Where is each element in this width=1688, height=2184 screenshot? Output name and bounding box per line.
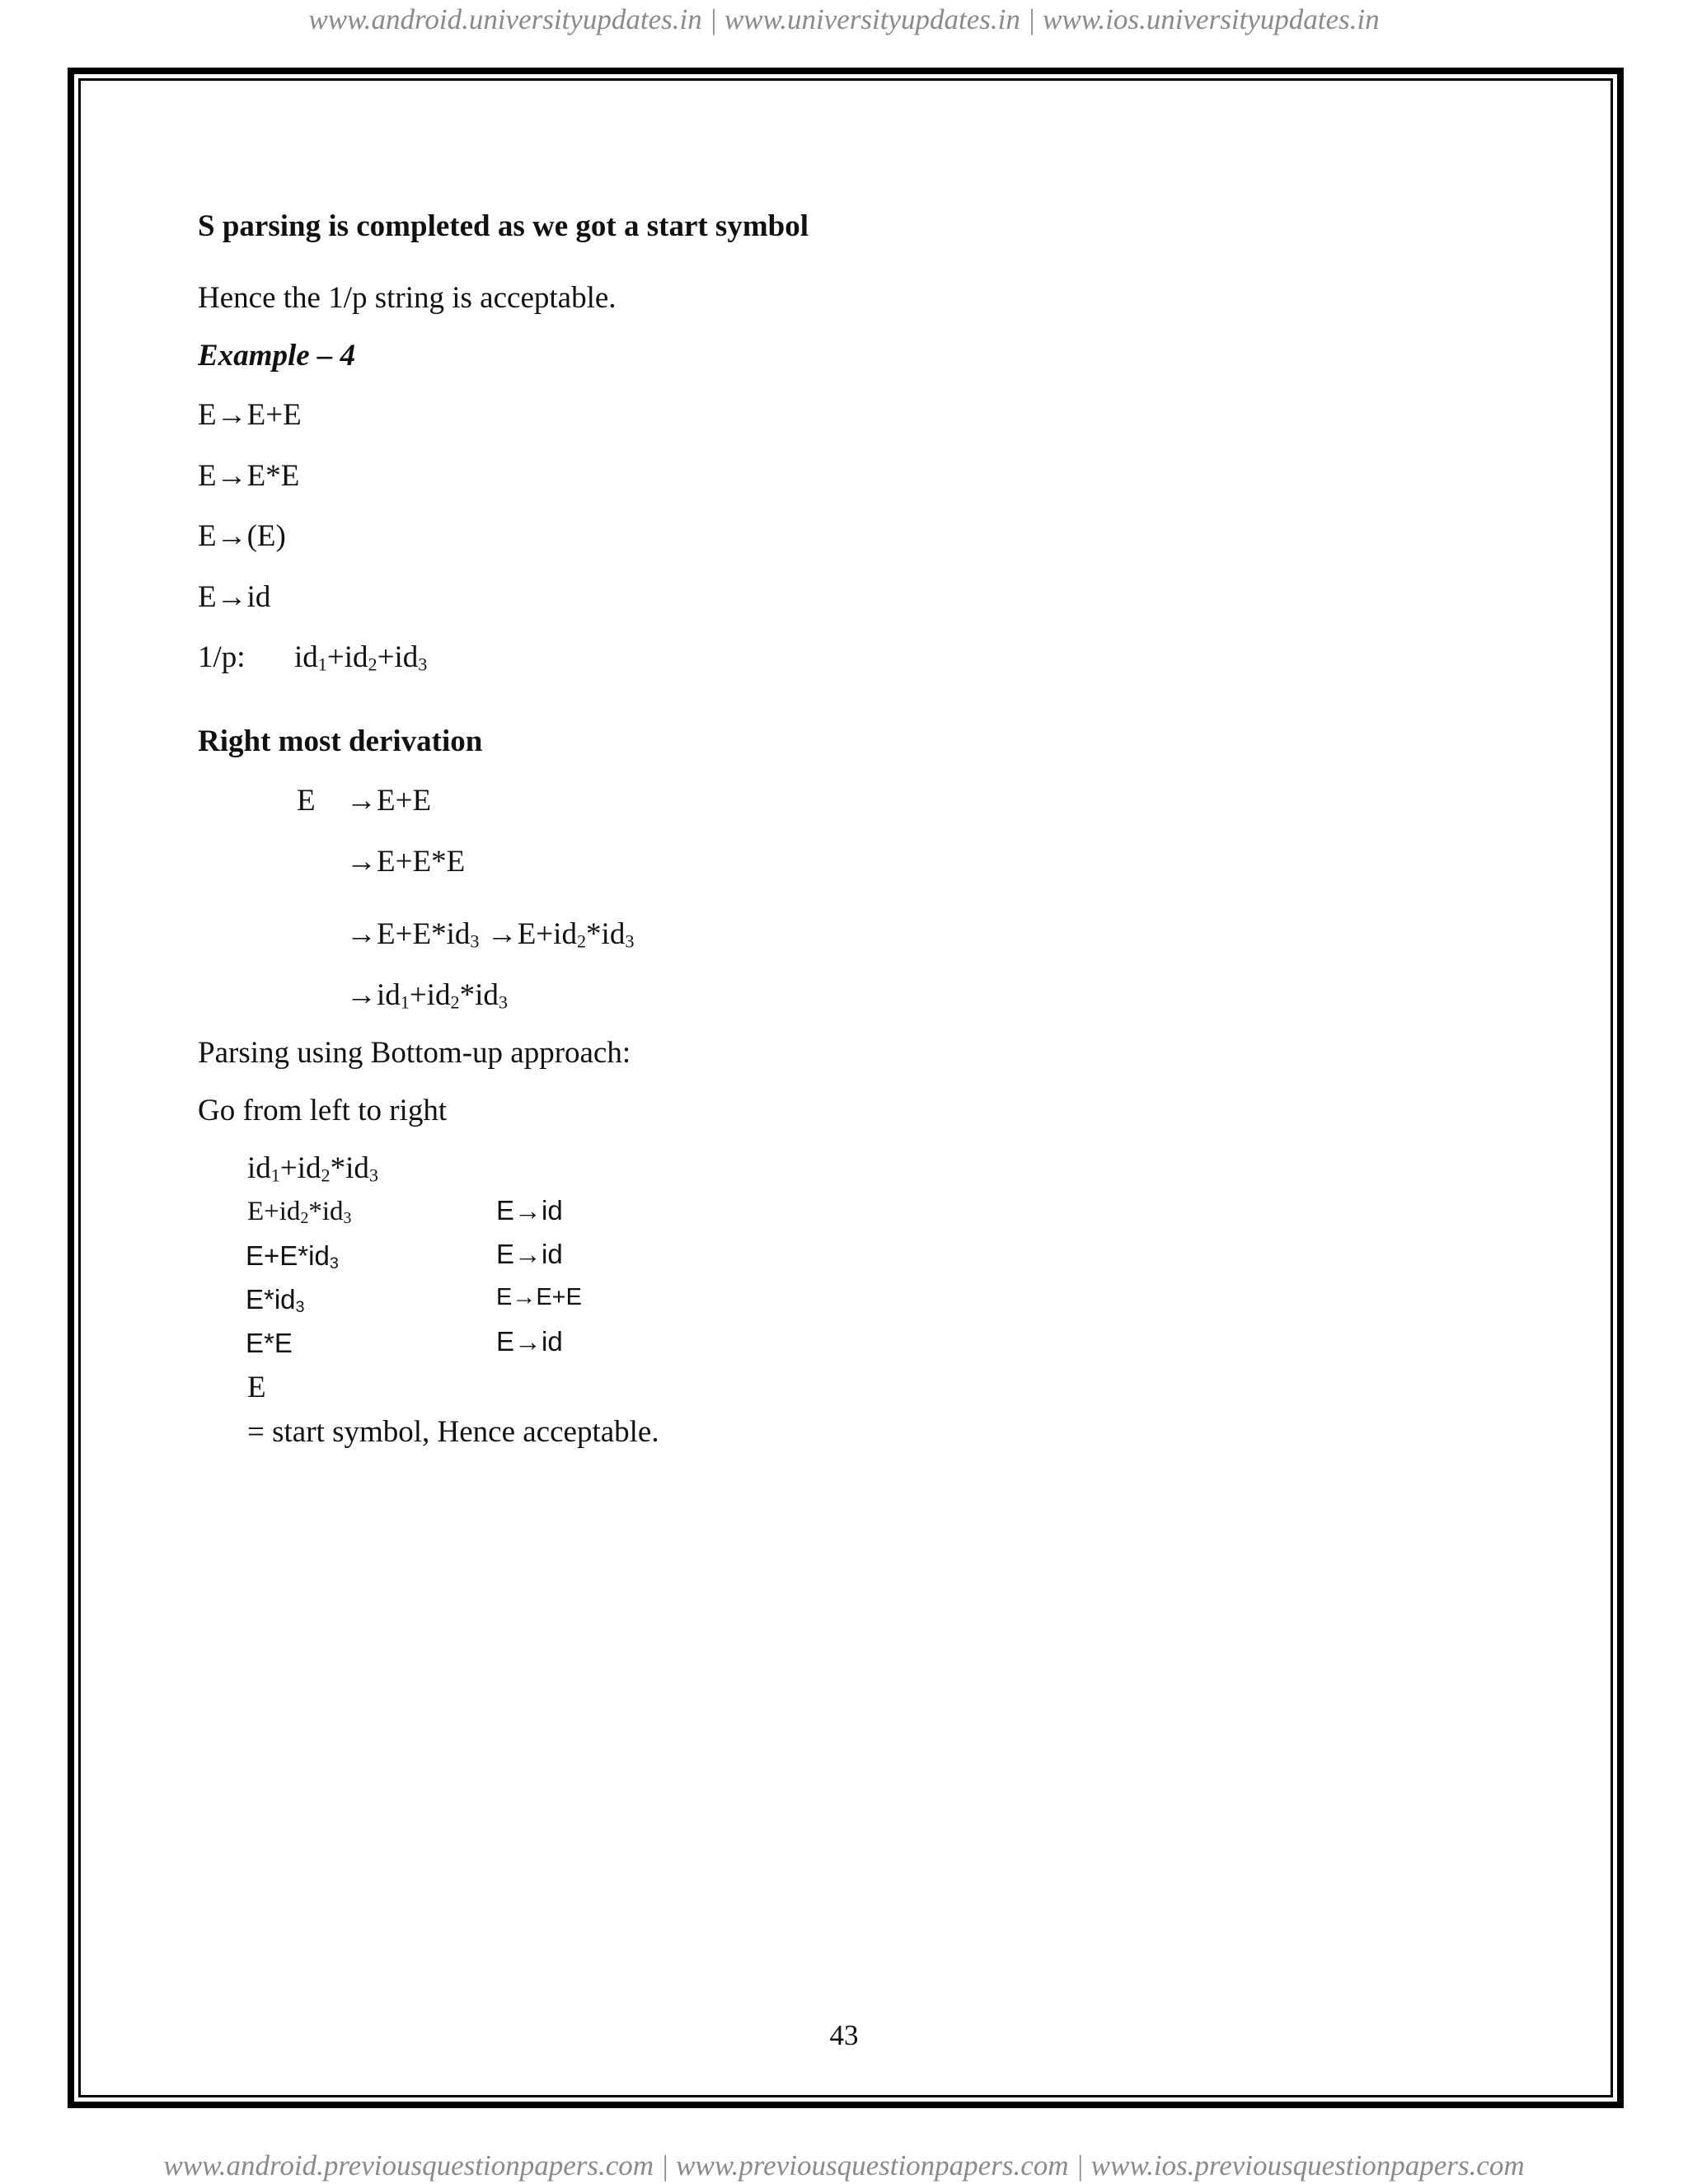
page-border-inner <box>78 78 1613 2097</box>
completion-heading: S parsing is completed as we got a start symbol <box>198 209 809 243</box>
rmd-step-1: →E+E <box>346 784 432 818</box>
example-title: Example – 4 <box>198 339 356 373</box>
input-string: $id_1+id_2+id_3$ <box>294 640 428 675</box>
reduction-rule: E→id <box>496 1195 563 1226</box>
rmd-step-2: →E+E*E <box>346 845 466 879</box>
reduction-step: $E*id_3$ <box>246 1284 305 1316</box>
top-watermark: www.android.universityupdates.in | www.universityupdates.in | www.ios.universityupdates.in <box>308 3 1380 35</box>
conclusion-text: = start symbol, Hence acceptable. <box>247 1415 659 1449</box>
page-number: 43 <box>829 2019 859 2051</box>
production-3: E→(E) <box>198 519 286 553</box>
reduction-step: $E+E*id_3$ <box>246 1240 339 1272</box>
reduction-step: $id_1+id_2*id_3$ <box>247 1151 378 1186</box>
reduction-rule: E→E+E <box>496 1284 582 1310</box>
acceptance-statement: Hence the 1/p string is acceptable. <box>198 281 617 315</box>
bottom-watermark: www.android.previousquestionpapers.com | www.previousquestionpapers.com | www.ios.previousquestionpapers.com <box>163 2149 1525 2182</box>
rmd-start-symbol: E <box>297 784 316 818</box>
production-2: E→E*E <box>198 459 300 493</box>
rmd-step-3: $\to E+E*id_3 \to E+id_2*id_3$ <box>346 917 635 952</box>
input-label: 1/p: <box>198 640 246 674</box>
reduction-rule: E→id <box>496 1326 563 1357</box>
reduction-step: E <box>247 1371 266 1404</box>
reduction-step: $E+id_2*id_3$ <box>247 1197 352 1227</box>
reduction-rule: E→id <box>496 1239 563 1269</box>
reduction-step: E*E <box>246 1328 293 1358</box>
direction-text: Go from left to right <box>198 1094 448 1127</box>
rmd-heading: Right most derivation <box>198 724 483 758</box>
rmd-step-4: $\to id_1+id_2*id_3$ <box>346 978 508 1013</box>
production-1: E→E+E <box>198 398 302 432</box>
production-4: E→id <box>198 580 271 614</box>
bottom-up-title: Parsing using Bottom-up approach: <box>198 1036 631 1070</box>
